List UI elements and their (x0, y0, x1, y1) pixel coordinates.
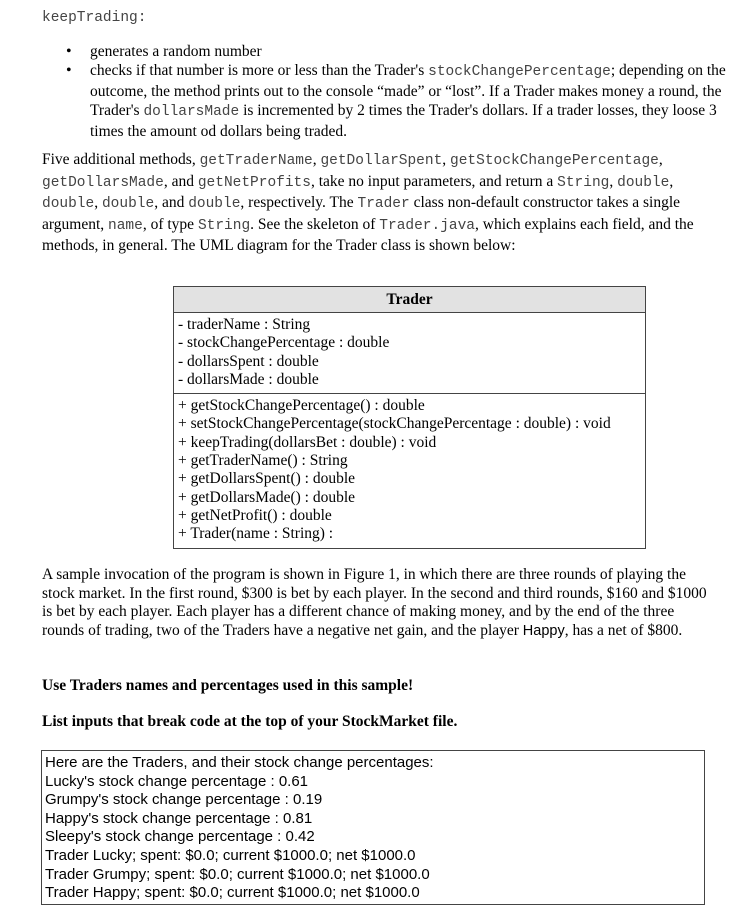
text-run: ; depending on the outcome, the method prints out to the console “made” or “lost”. If a Trader makes money a round, the Trader's (90, 62, 726, 119)
inline-code: getDollarSpent (320, 153, 443, 169)
uml-fields-section (174, 313, 645, 394)
text-run: , respectively. The (240, 194, 358, 212)
text-run: is incremented by 2 times the Trader's dollars. If a trader losses, they loose 3 times the amount od dollars being traded. (90, 102, 717, 140)
text-run: , take no input parameters, and return a (310, 172, 558, 190)
method-description-list (42, 42, 739, 141)
console-line: Lucky's stock change percentage : 0.61 (45, 772, 309, 790)
console-line: Trader Grumpy; spent: $0.0; current $1000.0; net $1000.0 (45, 865, 430, 883)
paragraph-text: , has a net of $800. (564, 621, 683, 639)
console-line: Sleepy's stock change percentage : 0.42 (45, 828, 315, 846)
uml-class-diagram (173, 286, 646, 549)
method-heading: keepTrading: (42, 10, 147, 26)
text-run: , and (154, 194, 189, 212)
methods-paragraph (42, 150, 710, 256)
console-line: Trader Lucky; spent: $0.0; current $1000.0; net $1000.0 (45, 846, 416, 864)
text-run: , (609, 172, 618, 190)
text-run: class non-default constructor takes a single argument, (42, 194, 681, 233)
uml-method: + getTraderName() : String (178, 452, 348, 470)
inline-code: Trader (357, 196, 410, 213)
text-run: . See the skeleton of (250, 215, 380, 233)
uml-method: + getNetProfit() : double (178, 506, 332, 524)
inline-code: getTraderName (199, 153, 313, 169)
text-run: Five additional methods, (42, 151, 200, 168)
inline-code: Trader.java (379, 217, 476, 234)
bullet-item (90, 61, 739, 141)
inline-code: getDollarsMade (42, 174, 164, 191)
text-run: generates a random number (90, 43, 262, 60)
paragraph-text: A sample invocation of the program is shown in Figure 1, in which there are three rounds of playing the stock market. In the first round, $300 is bet by each player. In the second and third rounds, $160 and $1000 is bet by each player. Each player has a different chance of making money, and by the end of the three rounds of trading, two of the Traders have a negative net gain, and the player (42, 566, 707, 639)
uml-class-title: Trader (174, 287, 645, 313)
text-run: , and (163, 172, 198, 190)
inline-code: name (108, 217, 143, 234)
text-run: , (669, 172, 674, 190)
console-line: Trader Happy; spent: $0.0; current $1000.0; net $1000.0 (45, 884, 420, 902)
instruction-names: Use Traders names and percentages used in this sample! (42, 677, 414, 694)
uml-field: - dollarsMade : double (178, 370, 319, 388)
player-name: Happy (522, 622, 565, 639)
uml-field: - stockChangePercentage : double (178, 334, 390, 352)
uml-method: + Trader(name : String) : (178, 525, 334, 543)
bullet-item (90, 42, 739, 61)
uml-methods-section (174, 394, 645, 547)
text-run: , (658, 151, 663, 168)
uml-method: + getDollarsMade() : double (178, 488, 356, 506)
uml-method: + setStockChangePercentage(stockChangePercentage : double) : void (178, 415, 611, 433)
uml-method: + getStockChangePercentage() : double (178, 397, 425, 415)
inline-code: double (42, 196, 95, 213)
inline-code: getStockChangePercentage (450, 153, 659, 169)
console-line: Here are the Traders, and their stock change percentages: (45, 754, 434, 771)
uml-method: + getDollarsSpent() : double (178, 470, 356, 488)
text-run: checks if that number is more or less than the Trader's (90, 62, 429, 79)
console-line: Happy's stock change percentage : 0.81 (45, 809, 313, 827)
text-run: , (442, 151, 451, 168)
console-output-box (41, 750, 705, 905)
inline-code: String (557, 174, 610, 191)
inline-code: double (101, 196, 155, 213)
text-run: , which explains each field, and the methods, in general. The UML diagram for the Trader class is shown below: (42, 215, 694, 255)
inline-code: double (617, 174, 670, 191)
text-run: , of type (142, 215, 198, 233)
inline-code: dollarsMade (143, 104, 240, 120)
inline-code: stockChangePercentage (428, 64, 611, 80)
inline-code: String (197, 217, 251, 234)
text-run: , (94, 194, 102, 212)
console-line: Grumpy's stock change percentage : 0.19 (45, 791, 323, 809)
instruction-inputs: List inputs that break code at the top of your StockMarket file. (42, 713, 458, 730)
inline-code: getNetProfits (197, 174, 311, 191)
uml-method: + keepTrading(dollarsBet : double) : void (178, 433, 437, 451)
inline-code: double (188, 196, 241, 213)
text-run: , (312, 151, 321, 168)
uml-field: - traderName : String (178, 316, 311, 333)
sample-invocation-paragraph (42, 566, 710, 640)
uml-field: - dollarsSpent : double (178, 352, 319, 370)
